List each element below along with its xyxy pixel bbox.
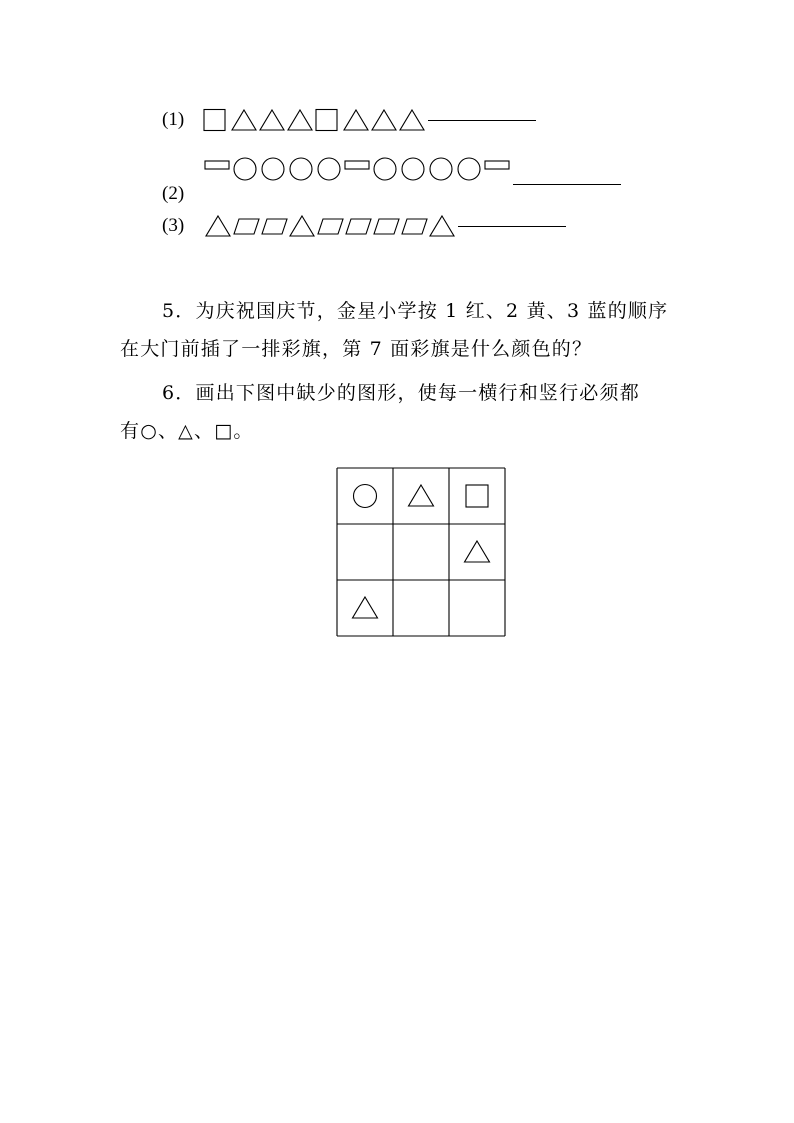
sequence-label: (2): [162, 183, 185, 204]
circle-icon: [455, 157, 483, 181]
question-6-line-2: 有○、△、□。: [120, 420, 254, 442]
sequence-label: (3): [162, 215, 185, 236]
rectangle-icon: [483, 157, 511, 181]
parallelogram-icon: [344, 214, 372, 238]
triangle-icon: [258, 108, 286, 132]
answer-blank[interactable]: [428, 119, 536, 121]
grid-cell: [449, 524, 505, 580]
grid-cell-empty[interactable]: [393, 580, 449, 636]
grid-cell-empty[interactable]: [449, 580, 505, 636]
parallelogram-icon: [372, 214, 400, 238]
square-icon: [202, 108, 230, 132]
triangle-icon: [398, 108, 426, 132]
circle-icon: [427, 157, 455, 181]
circle-icon: [315, 157, 343, 181]
triangle-icon: [230, 108, 258, 132]
parallelogram-icon: [232, 214, 260, 238]
answer-blank[interactable]: [458, 225, 566, 227]
square-icon: [314, 108, 342, 132]
question-5-line-2: 在大门前插了一排彩旗，第 7 面彩旗是什么颜色的？: [120, 338, 593, 360]
grid-figure: [336, 467, 506, 637]
circle-icon: [371, 157, 399, 181]
grid-cell-empty[interactable]: [393, 524, 449, 580]
shape-grid: [336, 467, 506, 637]
triangle-icon: [342, 108, 370, 132]
rectangle-icon: [343, 157, 371, 181]
triangle-icon: [428, 214, 456, 238]
question-6-line-1: 6．画出下图中缺少的图形，使每一横行和竖行必须都: [162, 382, 640, 404]
sequence-row-1: [162, 108, 536, 132]
grid-cell-empty[interactable]: [337, 524, 393, 580]
circle-icon: [231, 157, 259, 181]
sequence-label: (1): [162, 109, 185, 130]
answer-blank[interactable]: [513, 183, 621, 185]
shape-sequence: [202, 108, 426, 132]
question-5-line-1: 5．为庆祝国庆节，金星小学按 1 红、2 黄、3 蓝的顺序: [162, 300, 669, 322]
grid-cell: [337, 580, 393, 636]
triangle-icon: [370, 108, 398, 132]
circle-icon: [399, 157, 427, 181]
grid-cell: [449, 468, 505, 524]
question-5: [120, 292, 680, 368]
circle-icon: [259, 157, 287, 181]
parallelogram-icon: [260, 214, 288, 238]
triangle-icon: [204, 214, 232, 238]
triangle-icon: [286, 108, 314, 132]
parallelogram-icon: [400, 214, 428, 238]
sequence-row-2: [162, 157, 621, 205]
question-6: [120, 374, 680, 450]
grid-cell: [337, 468, 393, 524]
parallelogram-icon: [316, 214, 344, 238]
circle-icon: [287, 157, 315, 181]
sequence-row-3: [162, 214, 566, 238]
grid-cell: [393, 468, 449, 524]
triangle-icon: [288, 214, 316, 238]
shape-sequence: [204, 214, 456, 238]
shape-sequence: [203, 157, 511, 181]
rectangle-icon: [203, 157, 231, 181]
